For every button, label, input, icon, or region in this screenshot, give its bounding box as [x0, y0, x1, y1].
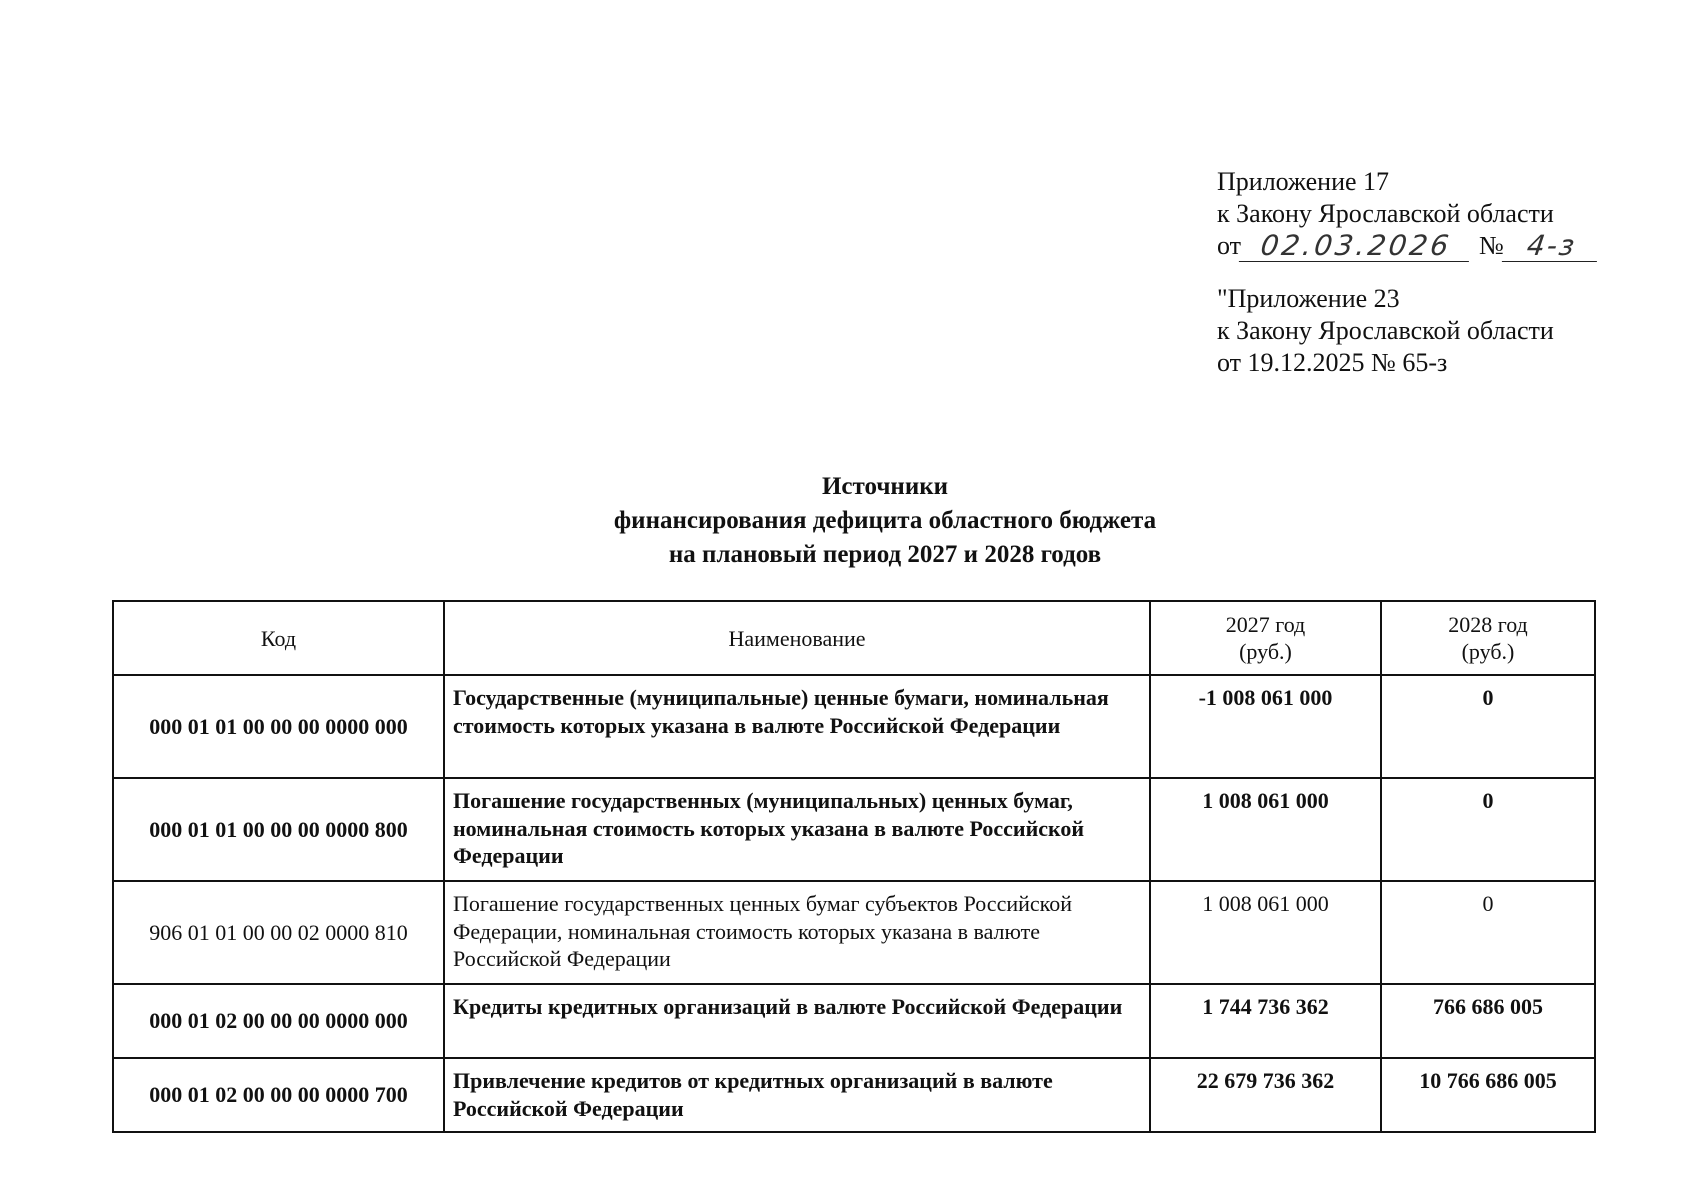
row-code: 906 01 01 00 00 02 0000 810 — [113, 881, 444, 984]
number-sign: № — [1479, 231, 1504, 260]
table-row — [113, 984, 1595, 1058]
row-code: 000 01 01 00 00 00 0000 000 — [113, 675, 444, 778]
table-header-row — [113, 601, 1595, 675]
appendix-block — [1217, 166, 1599, 379]
row-name: Привлечение кредитов от кредитных организаций в валюте Российской Федерации — [444, 1058, 1150, 1132]
row-value-2027: -1 008 061 000 — [1150, 675, 1381, 778]
appendix-title: Приложение 17 — [1217, 167, 1390, 196]
row-value-2027: 1 008 061 000 — [1150, 881, 1381, 984]
header-2027-year: 2027 год — [1225, 612, 1306, 637]
amended-appendix-title: "Приложение 23 — [1217, 284, 1400, 313]
financing-sources-table — [112, 600, 1596, 1133]
row-name: Государственные (муниципальные) ценные бумаги, номинальная стоимость которых указана в валюте Российской Федерации — [444, 675, 1150, 778]
row-name: Погашение государственных (муниципальных) ценных бумаг, номинальная стоимость которых указана в валюте Российской Федерации — [444, 778, 1150, 881]
table-row — [113, 881, 1595, 984]
amended-appendix-date: от 19.12.2025 № 65-з — [1217, 348, 1448, 377]
row-code: 000 01 02 00 00 00 0000 000 — [113, 984, 444, 1058]
row-value-2027: 22 679 736 362 — [1150, 1058, 1381, 1132]
table-row — [113, 778, 1595, 881]
title-line-1: Источники — [821, 473, 949, 500]
row-code: 000 01 02 00 00 00 0000 700 — [113, 1058, 444, 1132]
header-2027-unit: (руб.) — [1239, 639, 1292, 664]
title-line-2: финансирования дефицита областного бюджета — [613, 507, 1157, 534]
row-value-2028: 10 766 686 005 — [1381, 1058, 1595, 1132]
appendix-date-number-line — [1217, 230, 1599, 262]
date-prefix: от — [1217, 231, 1242, 260]
row-value-2028: 766 686 005 — [1381, 984, 1595, 1058]
document-title — [0, 470, 1697, 572]
handwritten-date: 02.03.2026 — [1239, 231, 1473, 262]
row-value-2027: 1 008 061 000 — [1150, 778, 1381, 881]
title-line-3: на плановый период 2027 и 2028 годов — [668, 541, 1102, 568]
row-value-2028: 0 — [1381, 881, 1595, 984]
row-value-2028: 0 — [1381, 675, 1595, 778]
appendix-law-reference: к Закону Ярославской области — [1217, 199, 1554, 228]
header-2028-unit: (руб.) — [1461, 639, 1515, 664]
row-value-2028: 0 — [1381, 778, 1595, 881]
header-name: Наименование — [444, 601, 1150, 675]
handwritten-number: 4-з — [1502, 231, 1601, 262]
table-row — [113, 1058, 1595, 1132]
header-2027 — [1150, 601, 1381, 675]
row-code: 000 01 01 00 00 00 0000 800 — [113, 778, 444, 881]
row-name: Кредиты кредитных организаций в валюте Российской Федерации — [444, 984, 1150, 1058]
row-name: Погашение государственных ценных бумаг субъектов Российской Федерации, номинальная стоимость которых указана в валюте Российской Федерации — [444, 881, 1150, 984]
header-2028 — [1381, 601, 1595, 675]
table-row — [113, 675, 1595, 778]
row-value-2027: 1 744 736 362 — [1150, 984, 1381, 1058]
header-2028-year: 2028 год — [1448, 612, 1528, 637]
header-code: Код — [113, 601, 444, 675]
amended-appendix-law-reference: к Закону Ярославской области — [1217, 316, 1554, 345]
